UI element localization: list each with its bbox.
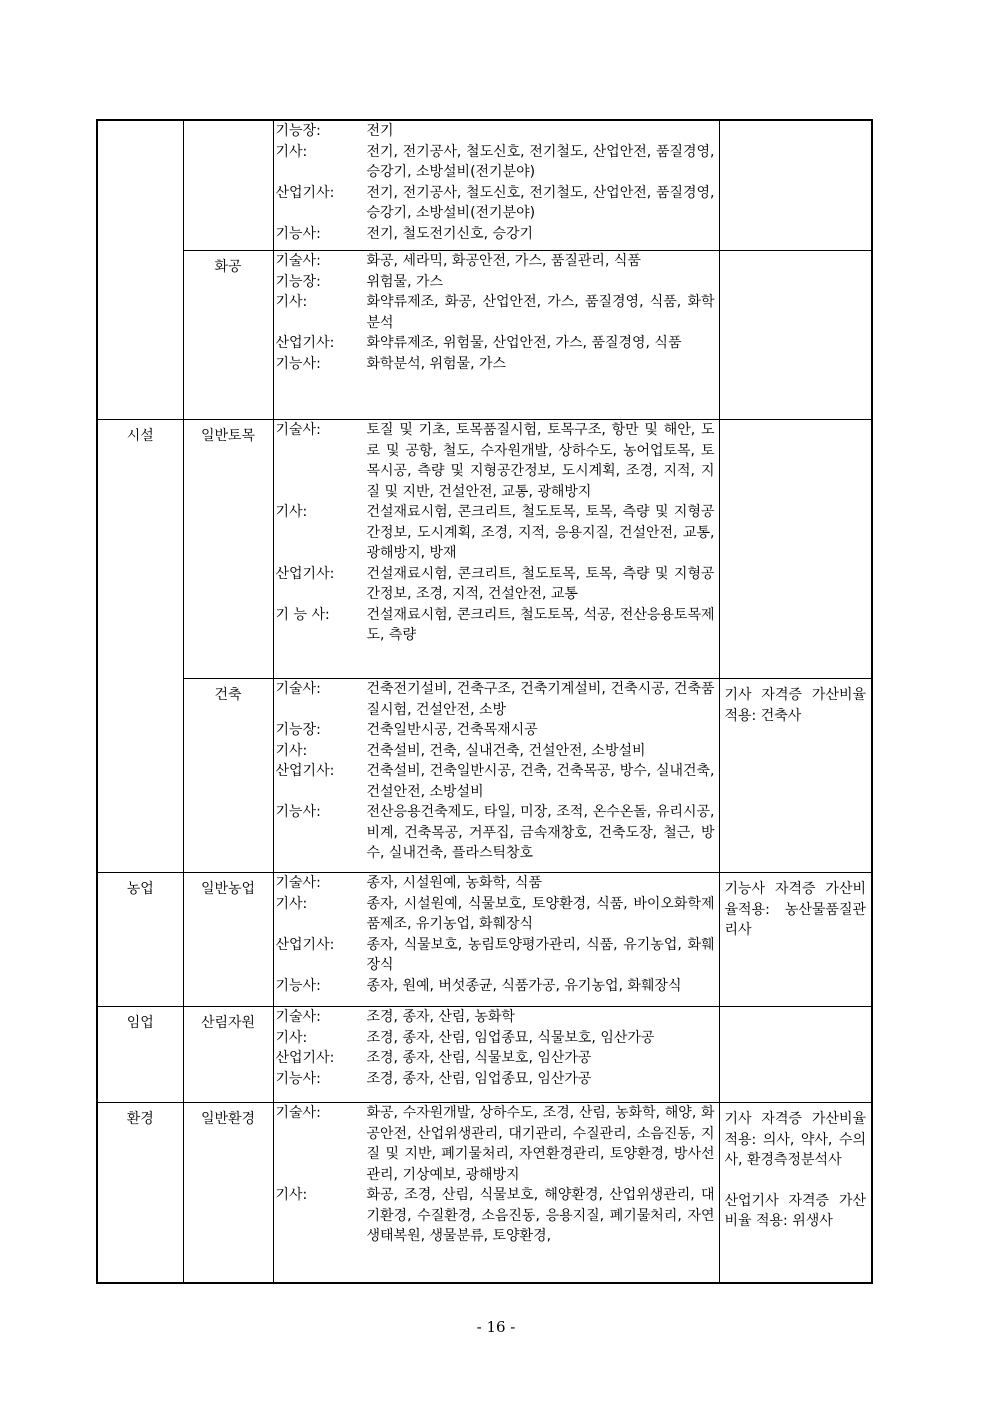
qualification-level: 산업기사: [275, 763, 335, 779]
qualification-cell [273, 873, 719, 1007]
qualification-line [274, 354, 715, 375]
note-cell [719, 420, 872, 679]
qualification-fields: 전기 [366, 123, 394, 139]
qualification-level: 기능사: [275, 355, 321, 372]
qualification-line [274, 1048, 715, 1069]
qualification-line [274, 741, 715, 762]
qualification-line [274, 935, 715, 976]
qualification-level: 기능사: [275, 804, 321, 820]
qualification-level: 기 능 사: [275, 606, 330, 623]
qualification-line [274, 873, 715, 894]
qualification-fields: 종자, 식물보호, 농림토양평가관리, 식품, 유기농업, 화훼장식 [366, 936, 715, 973]
qualification-fields: 화약류제조, 화공, 산업안전, 가스, 품질경영, 식품, 화학분석 [366, 294, 715, 331]
qualification-line [274, 976, 715, 997]
qualification-table-sheet [96, 119, 871, 1284]
qualification-fields: 전기, 전기공사, 철도신호, 전기철도, 산업안전, 품질경영, 승강기, 소방설비(전기분야) [366, 184, 715, 221]
qualification-level: 기술사: [275, 1009, 321, 1025]
subcategory-cell: 산림자원 [183, 1007, 273, 1103]
page-number: - 16 - [476, 1318, 516, 1336]
qualification-level: 기술사: [275, 1105, 321, 1121]
qualification-level: 기능사: [275, 977, 321, 994]
qualification-fields: 종자, 원예, 버섯종균, 식품가공, 유기농업, 화훼장식 [366, 977, 682, 994]
qualification-line [274, 605, 715, 646]
qualification-fields: 조경, 종자, 산림, 식물보호, 임산가공 [366, 1050, 592, 1066]
qualification-line [274, 1007, 715, 1028]
qualification-cell [273, 1007, 719, 1103]
qualification-level: 기사: [275, 1187, 308, 1203]
qualification-level: 산업기사: [275, 1050, 335, 1066]
qualification-level: 기사: [275, 504, 308, 520]
note-cell [719, 251, 872, 420]
qualification-fields: 건축일반시공, 건축목재시공 [366, 722, 538, 738]
qualification-line [274, 1185, 715, 1247]
note-cell [719, 679, 872, 873]
qualification-line [274, 121, 715, 142]
qualification-cell [273, 1103, 719, 1283]
qualification-level: 기능장: [275, 273, 321, 290]
note-text: 산업기사 자격증 가산비율 적용: 위생사 [724, 1192, 866, 1229]
table-row [97, 120, 872, 251]
qualification-fields: 화학분석, 위험물, 가스 [366, 355, 507, 372]
qualification-line [274, 251, 715, 272]
qualification-fields: 건축설비, 건축일반시공, 건축, 건축목공, 방수, 실내건축, 건설안전, 소방설비 [366, 763, 715, 800]
qualification-level: 기능장: [275, 722, 321, 738]
category-cell: 임업 [97, 1007, 183, 1103]
table-row [97, 1007, 872, 1103]
qualification-fields: 전기, 철도전기신호, 승강기 [366, 225, 534, 242]
qualification-fields: 조경, 종자, 산림, 임업종묘, 임산가공 [366, 1070, 592, 1087]
qualification-fields: 화공, 세라믹, 화공안전, 가스, 품질관리, 식품 [366, 253, 641, 269]
subcategory-cell: 건축 [183, 679, 273, 873]
table-row [97, 251, 872, 420]
subcategory-cell: 화공 [183, 251, 273, 420]
qualification-cell [273, 251, 719, 420]
qualification-level: 기능사: [275, 1070, 321, 1087]
qualification-level: 산업기사: [275, 565, 335, 582]
qualification-line [274, 761, 715, 802]
qualification-level: 기사: [275, 143, 308, 160]
subcategory-cell: 일반토목 [183, 420, 273, 679]
qualification-fields: 화공, 조경, 산림, 식물보호, 해양환경, 산업위생관리, 대기환경, 수질환경, 소음진동, 응용지질, 폐기물처리, 자연생태복원, 생물분류, 토양환경, [366, 1187, 715, 1244]
qualification-level: 기사: [275, 1029, 308, 1046]
qualification-table [96, 119, 873, 1284]
qualification-line [274, 802, 715, 864]
qualification-level: 기능장: [275, 123, 321, 139]
qualification-cell [273, 120, 719, 251]
qualification-fields: 건설재료시험, 콘크리트, 철도토목, 토목, 측량 및 지형공간정보, 도시계획, 조경, 지적, 응용지질, 건설안전, 교통, 광해방지, 방재 [366, 504, 715, 561]
qualification-line [274, 679, 715, 720]
qualification-level: 산업기사: [275, 184, 335, 201]
table-row [97, 873, 872, 1007]
category-cell: 환경 [97, 1103, 183, 1283]
qualification-level: 기술사: [275, 681, 321, 697]
qualification-line [274, 142, 715, 183]
category-cell [97, 251, 183, 420]
qualification-level: 기술사: [275, 875, 321, 891]
qualification-line [274, 292, 715, 333]
qualification-line [274, 420, 715, 502]
qualification-fields: 건설재료시험, 콘크리트, 철도토목, 석공, 전산응용토목제도, 측량 [366, 606, 715, 643]
qualification-fields: 조경, 종자, 산림, 농화학 [366, 1009, 515, 1025]
qualification-fields: 토질 및 기초, 토목품질시험, 토목구조, 항만 및 해안, 도로 및 공항, 철도, 수자원개발, 상하수도, 농어업토목, 토목시공, 측량 및 지형공간정보, 도시계획, 조경, 지적, 지질 및 지반, 건설안전, 교통, 광해방지 [366, 422, 715, 500]
qualification-line [274, 502, 715, 564]
qualification-level: 기사: [275, 742, 308, 759]
qualification-fields: 화공, 수자원개발, 상하수도, 조경, 산림, 농화학, 해양, 화공안전, 산업위생관리, 대기관리, 수질관리, 소음진동, 지질 및 지반, 폐기물처리, 자연환경관리, 토양환경, 방사선관리, 기상예보, 광해방지 [366, 1105, 715, 1183]
qualification-fields: 전산응용건축제도, 타일, 미장, 조적, 온수온돌, 유리시공, 비계, 건축목공, 거푸집, 금속재창호, 건축도장, 철근, 방수, 실내건축, 플라스틱창호 [366, 804, 715, 861]
qualification-fields: 전기, 전기공사, 철도신호, 전기철도, 산업안전, 품질경영, 승강기, 소방설비(전기분야) [366, 143, 715, 180]
qualification-line [274, 720, 715, 741]
qualification-level: 산업기사: [275, 936, 335, 953]
category-cell: 시설 [97, 420, 183, 679]
qualification-line [274, 224, 715, 245]
category-cell [97, 679, 183, 873]
qualification-cell [273, 420, 719, 679]
table-row [97, 420, 872, 679]
table-row [97, 1103, 872, 1283]
qualification-line [274, 333, 715, 354]
qualification-fields: 화약류제조, 위험물, 산업안전, 가스, 품질경영, 식품 [366, 335, 682, 351]
qualification-line [274, 894, 715, 935]
qualification-level: 기능사: [275, 225, 321, 242]
qualification-level: 기사: [275, 294, 308, 310]
qualification-fields: 건축설비, 건축, 실내건축, 건설안전, 소방설비 [366, 742, 646, 759]
qualification-line [274, 183, 715, 224]
subcategory-cell: 일반환경 [183, 1103, 273, 1283]
note-text: 기능사 자격증 가산비율적용: 농산물품질관리사 [724, 881, 866, 938]
qualification-fields: 위험물, 가스 [366, 273, 444, 290]
category-cell [97, 120, 183, 251]
qualification-fields: 건축전기설비, 건축구조, 건축기계설비, 건축시공, 건축품질시험, 건설안전, 소방 [366, 681, 715, 718]
note-cell [719, 1007, 872, 1103]
qualification-level: 기술사: [275, 422, 321, 438]
subcategory-cell: 일반농업 [183, 873, 273, 1007]
qualification-line [274, 1069, 715, 1090]
note-text: 기사 자격증 가산비율적용: 건축사 [724, 687, 866, 724]
qualification-fields: 종자, 시설원예, 식물보호, 토양환경, 식품, 바이오화학제품제조, 유기농업, 화훼장식 [366, 895, 715, 932]
qualification-level: 산업기사: [275, 335, 335, 351]
qualification-level: 기술사: [275, 253, 321, 269]
qualification-fields: 건설재료시험, 콘크리트, 철도토목, 토목, 측량 및 지형공간정보, 조경, 지적, 건설안전, 교통 [366, 565, 715, 602]
qualification-level: 기사: [275, 895, 308, 912]
qualification-fields: 조경, 종자, 산림, 임업종묘, 식물보호, 임산가공 [366, 1029, 655, 1046]
category-cell: 농업 [97, 873, 183, 1007]
qualification-line [274, 1028, 715, 1049]
qualification-line [274, 564, 715, 605]
note-cell [719, 873, 872, 1007]
qualification-line [274, 272, 715, 293]
qualification-line [274, 1103, 715, 1185]
note-cell [719, 120, 872, 251]
note-cell [719, 1103, 872, 1283]
qualification-fields: 종자, 시설원예, 농화학, 식품 [366, 875, 542, 891]
note-text: 기사 자격증 가산비율 적용: 의사, 약사, 수의사, 환경측정분석사 [724, 1111, 866, 1168]
subcategory-cell [183, 120, 273, 251]
qualification-cell [273, 679, 719, 873]
table-row [97, 679, 872, 873]
